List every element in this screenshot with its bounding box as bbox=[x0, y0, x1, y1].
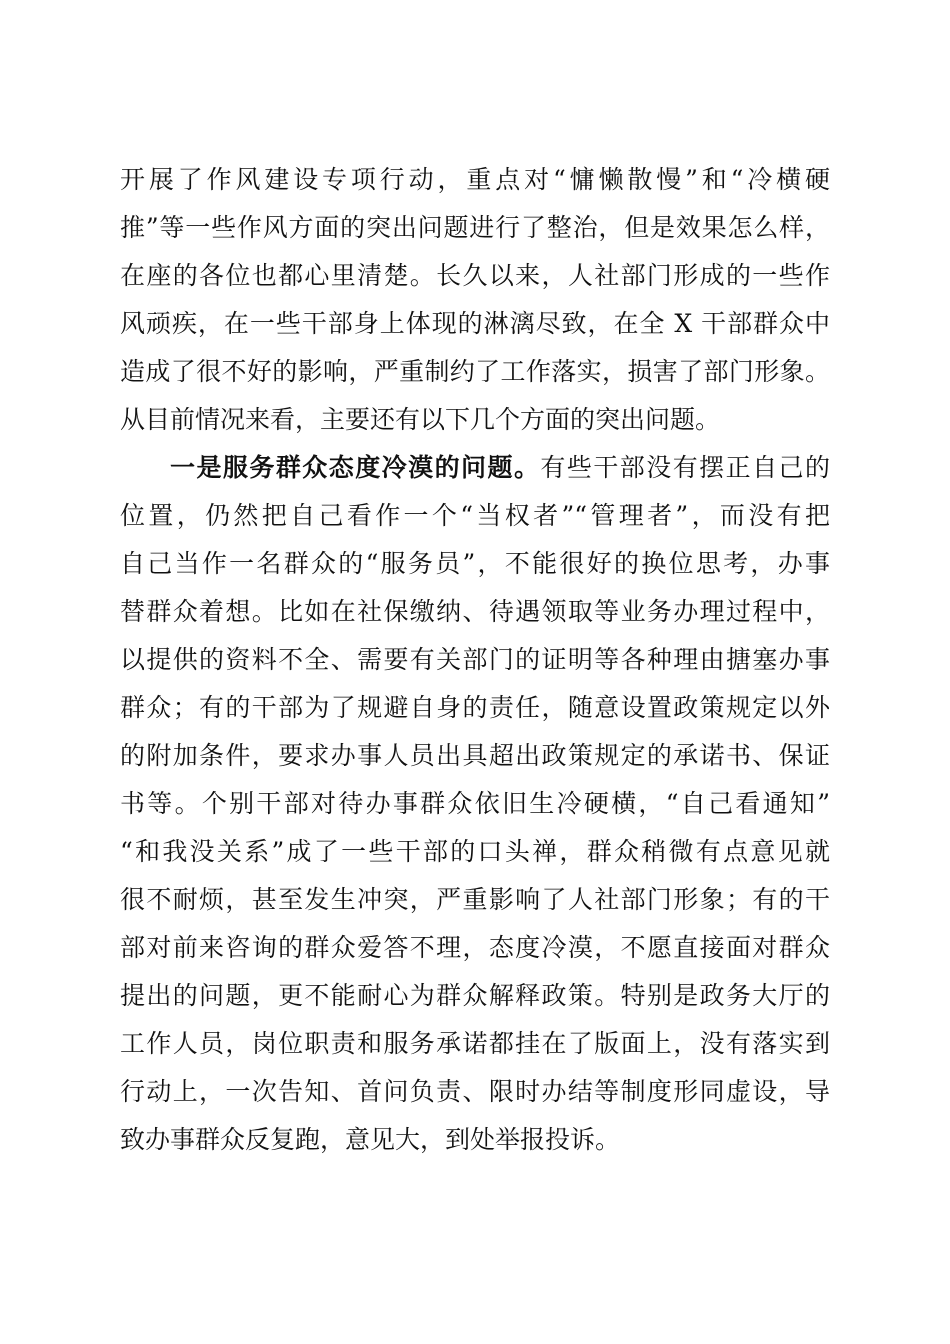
paragraph-1-line-5: 造成了很不好的影响，严重制约了工作落实，损害了部门形象。 bbox=[120, 357, 830, 386]
paragraph-1-line-2: 推”等一些作风方面的突出问题进行了整治，但是效果怎么样， bbox=[120, 213, 830, 242]
paragraph-2-line-8: 书等。个别干部对待办事群众依旧生冷硬横，“自己看通知” bbox=[120, 789, 830, 818]
paragraph-2-line-2: 位置，仍然把自己看作一个“当权者”“管理者”，而没有把 bbox=[120, 501, 830, 530]
paragraph-2-line-12: 提出的问题，更不能耐心为群众解释政策。特别是政务大厅的 bbox=[120, 981, 830, 1010]
paragraph-2-line-15: 致办事群众反复跑，意见大，到处举报投诉。 bbox=[120, 1125, 621, 1154]
paragraph-2-line-9: “和我没关系”成了一些干部的口头禅，群众稍微有点意见就 bbox=[120, 837, 830, 866]
paragraph-2-line-10: 很不耐烦，甚至发生冲突，严重影响了人社部门形象；有的干 bbox=[120, 885, 830, 914]
paragraph-2-line-7: 的附加条件，要求办事人员出具超出政策规定的承诺书、保证 bbox=[120, 741, 830, 770]
paragraph-2-line-13: 工作人员，岗位职责和服务承诺都挂在了版面上，没有落实到 bbox=[120, 1029, 830, 1058]
paragraph-2-line-14: 行动上，一次告知、首问负责、限时办结等制度形同虚设，导 bbox=[120, 1077, 830, 1106]
paragraph-1-line-3: 在座的各位也都心里清楚。长久以来，人社部门形成的一些作 bbox=[120, 261, 830, 290]
paragraph-2-line-5: 以提供的资料不全、需要有关部门的证明等各种理由搪塞办事 bbox=[120, 645, 830, 674]
paragraph-1-line-1: 开展了作风建设专项行动，重点对“慵懒散慢”和“冷横硬 bbox=[120, 165, 830, 194]
paragraph-2-line-3: 自己当作一名群众的“服务员”，不能很好的换位思考，办事 bbox=[120, 549, 830, 578]
paragraph-2-line-11: 部对前来咨询的群众爱答不理，态度冷漠，不愿直接面对群众 bbox=[120, 933, 830, 962]
paragraph-2-heading: 一是服务群众态度冷漠的问题。 bbox=[170, 453, 541, 482]
paragraph-2-first-line-rest: 有些干部没有摆正自己的 bbox=[540, 453, 830, 482]
paragraph-2-line-1 bbox=[170, 448, 830, 488]
paragraph-2-line-6: 群众；有的干部为了规避自身的责任，随意设置政策规定以外 bbox=[120, 693, 830, 722]
paragraph-1-line-4: 风顽疾，在一些干部身上体现的淋漓尽致，在全 X 干部群众中 bbox=[120, 309, 830, 338]
paragraph-2-line-4: 替群众着想。比如在社保缴纳、待遇领取等业务办理过程中， bbox=[120, 597, 830, 626]
paragraph-1-line-6: 从目前情况来看，主要还有以下几个方面的突出问题。 bbox=[120, 405, 721, 434]
